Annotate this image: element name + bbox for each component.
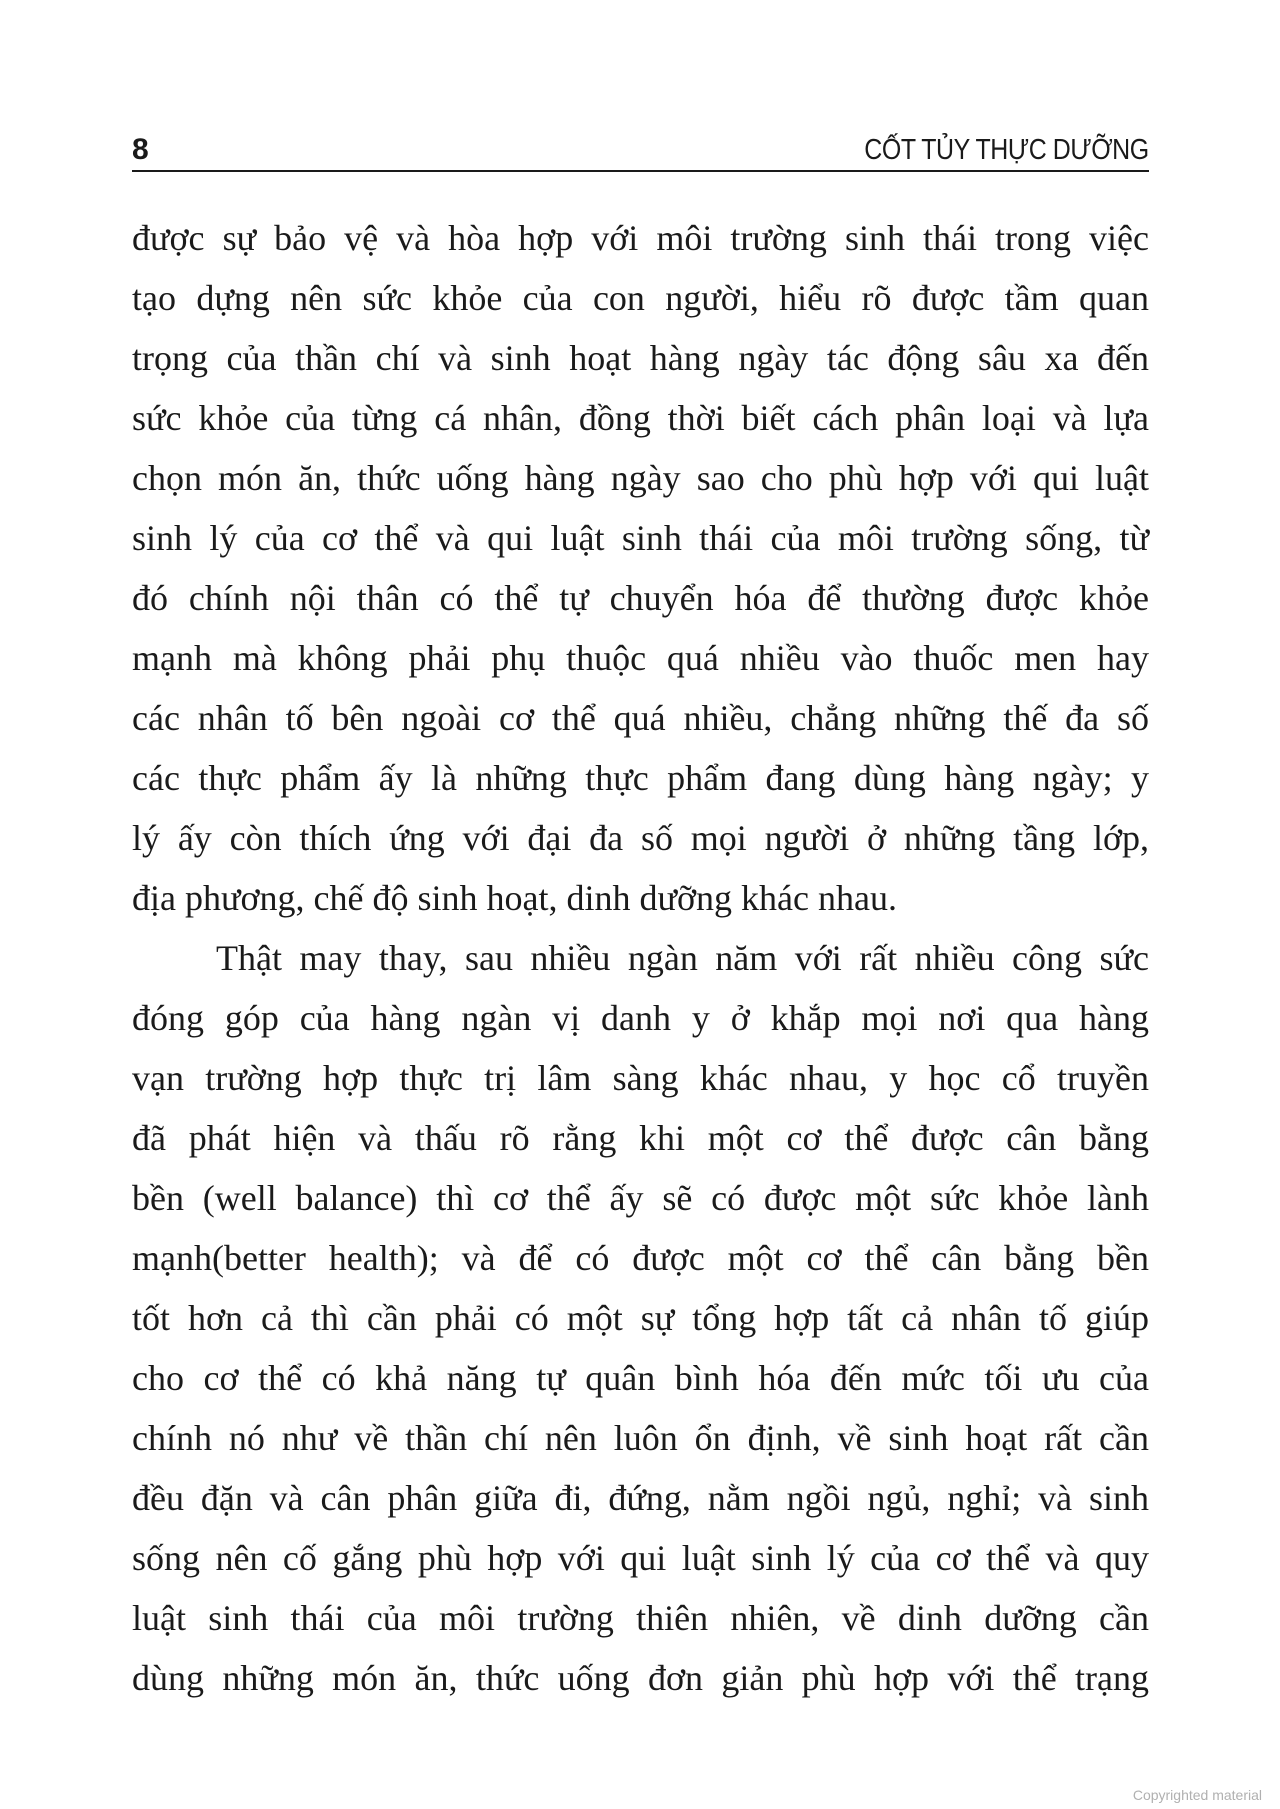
running-head-title: CỐT TỦY THỰC DƯỠNG [864, 134, 1149, 166]
text-line: cho cơ thể có khả năng tự quân bình hóa đến mức tối ưu của [132, 1358, 1149, 1398]
text-line: tạo dựng nên sức khỏe của con người, hiểu rõ được tầm quan [132, 278, 1149, 318]
text-line: Thật may thay, sau nhiều ngàn năm với rất nhiều công sức [216, 938, 1149, 978]
text-line: mạnh mà không phải phụ thuộc quá nhiều vào thuốc men hay [132, 638, 1149, 678]
text-line: các thực phẩm ấy là những thực phẩm đang dùng hàng ngày; y [132, 758, 1149, 798]
copyright-watermark: Copyrighted material [1132, 1787, 1262, 1803]
text-line: bền (well balance) thì cơ thể ấy sẽ có được một sức khỏe lành [132, 1178, 1149, 1218]
text-line: địa phương, chế độ sinh hoạt, dinh dưỡng khác nhau. [132, 878, 897, 918]
text-line: trọng của thần chí và sinh hoạt hàng ngày tác động sâu xa đến [132, 338, 1149, 378]
text-line: đó chính nội thân có thể tự chuyển hóa để thường được khỏe [132, 578, 1149, 618]
text-line: đều đặn và cân phân giữa đi, đứng, nằm ngồi ngủ, nghỉ; và sinh [132, 1478, 1149, 1518]
text-line: mạnh(better health); và để có được một cơ thể cân bằng bền [132, 1238, 1149, 1278]
text-line: chính nó như về thần chí nên luôn ổn định, về sinh hoạt rất cần [132, 1418, 1149, 1458]
header-rule [132, 170, 1149, 172]
text-line: sống nên cố gắng phù hợp với qui luật sinh lý của cơ thể và quy [132, 1538, 1149, 1578]
page-number: 8 [132, 133, 149, 166]
text-line: dùng những món ăn, thức uống đơn giản phù hợp với thể trạng [132, 1658, 1149, 1698]
text-line: vạn trường hợp thực trị lâm sàng khác nhau, y học cổ truyền [132, 1058, 1149, 1098]
text-line: chọn món ăn, thức uống hàng ngày sao cho phù hợp với qui luật [132, 458, 1149, 498]
text-line: tốt hơn cả thì cần phải có một sự tổng hợp tất cả nhân tố giúp [132, 1298, 1149, 1338]
text-line: lý ấy còn thích ứng với đại đa số mọi người ở những tầng lớp, [132, 818, 1149, 858]
text-line: đóng góp của hàng ngàn vị danh y ở khắp mọi nơi qua hàng [132, 998, 1149, 1038]
text-line: đã phát hiện và thấu rõ rằng khi một cơ thể được cân bằng [132, 1118, 1149, 1158]
paragraph-1 [132, 208, 1149, 928]
text-line: sinh lý của cơ thể và qui luật sinh thái của môi trường sống, từ [132, 518, 1149, 558]
body-text [132, 208, 1149, 1708]
text-line: các nhân tố bên ngoài cơ thể quá nhiều, chẳng những thế đa số [132, 698, 1149, 738]
text-line: được sự bảo vệ và hòa hợp với môi trường sinh thái trong việc [132, 218, 1149, 258]
text-line: sức khỏe của từng cá nhân, đồng thời biết cách phân loại và lựa [132, 398, 1149, 438]
paragraph-2 [132, 928, 1149, 1708]
text-line: luật sinh thái của môi trường thiên nhiên, về dinh dưỡng cần [132, 1598, 1149, 1638]
page-header [132, 130, 1149, 174]
